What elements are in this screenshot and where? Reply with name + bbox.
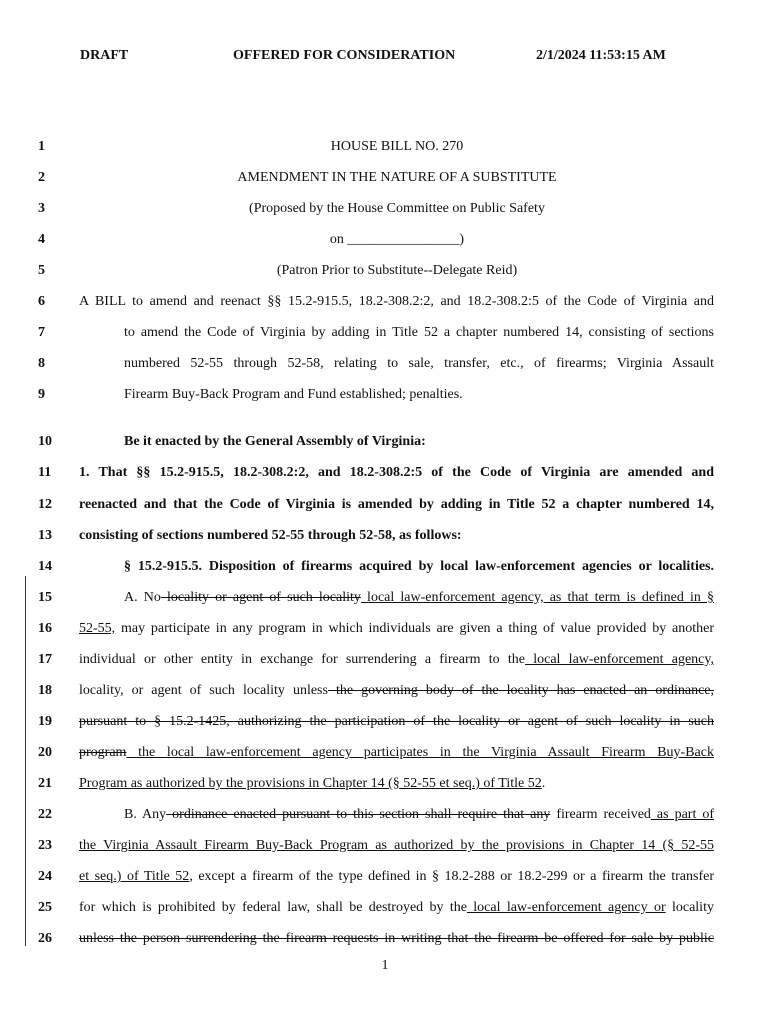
text-segment: AMENDMENT IN THE NATURE OF A SUBSTITUTE — [237, 170, 557, 185]
bill-line — [0, 803, 770, 827]
bill-line — [0, 228, 770, 252]
bill-line — [0, 927, 770, 951]
deleted-text: locality or agent of such locality — [160, 590, 361, 605]
line-number: 26 — [38, 931, 52, 946]
line-text — [79, 617, 714, 641]
text-segment: may participate in any program in which individuals are given a thing of value provided by another — [115, 621, 714, 636]
page-number: 1 — [381, 958, 389, 973]
line-number: 7 — [38, 325, 45, 340]
text-segment: (Patron Prior to Substitute--Delegate Reid) — [276, 263, 518, 278]
line-number: 1 — [38, 139, 45, 154]
line-text — [79, 710, 714, 734]
line-text — [124, 383, 714, 407]
text-segment: . — [541, 776, 546, 791]
deleted-text: pursuant to § 15.2-1425, authorizing the participation of the locality or agent of such locality in such — [79, 714, 714, 729]
bill-line — [0, 259, 770, 283]
bill-line — [0, 741, 770, 765]
deleted-text: the governing body of the locality has enacted an ordinance, — [327, 683, 715, 698]
bill-line — [0, 290, 770, 314]
text-segment: on ________________) — [329, 232, 465, 247]
text-segment: 1. That §§ 15.2-915.5, 18.2-308.2:2, and 18.2-308.2:5 of the Code of Virginia are amended and — [79, 465, 714, 480]
line-text — [79, 648, 714, 672]
text-segment: reenacted and that the Code of Virginia is amended by adding in Title 52 a chapter numbered 14, — [79, 497, 714, 512]
bill-line — [0, 383, 770, 407]
bill-line — [0, 524, 770, 548]
bill-line — [0, 679, 770, 703]
header-timestamp: 2/1/2024 11:53:15 AM — [536, 48, 666, 63]
line-text — [79, 741, 714, 765]
bill-line — [0, 430, 770, 454]
text-segment: Firearm Buy-Back Program and Fund established; penalties. — [124, 387, 463, 402]
inserted-text: the Virginia Assault Firearm Buy-Back Program as authorized by the provisions in Chapter 14 (§ 52-55 — [79, 838, 714, 853]
text-segment: § 15.2-915.5. Disposition of firearms acquired by local law-enforcement agencies or localities. — [124, 559, 714, 574]
text-segment: or agent of such locality unless — [123, 683, 328, 698]
line-text — [79, 834, 714, 858]
bill-line — [0, 166, 770, 190]
line-text — [79, 927, 714, 951]
bill-line — [0, 865, 770, 889]
text-segment: numbered 52-55 through 52-58, relating to sale, transfer, etc., of firearms; Virginia Assault — [124, 356, 714, 371]
bill-line — [0, 896, 770, 920]
line-number: 3 — [38, 201, 45, 216]
text-segment: A. No — [124, 590, 161, 605]
line-number: 10 — [38, 434, 52, 449]
bill-line — [0, 352, 770, 376]
line-text — [124, 803, 714, 827]
header-draft: DRAFT — [80, 48, 129, 63]
inserted-text: et seq.) of Title 52 — [79, 869, 190, 884]
line-text — [80, 135, 714, 159]
line-number: 18 — [38, 683, 52, 698]
line-number: 25 — [38, 900, 52, 915]
line-number: 20 — [38, 745, 52, 760]
line-text — [79, 524, 714, 548]
bill-line — [0, 586, 770, 610]
line-number: 21 — [38, 776, 52, 791]
bill-line — [0, 321, 770, 345]
line-text — [124, 586, 714, 610]
line-number: 24 — [38, 869, 52, 884]
line-text — [124, 430, 714, 454]
line-number: 2 — [38, 170, 45, 185]
line-number: 15 — [38, 590, 52, 605]
line-text — [79, 290, 714, 314]
inserted-text: , — [120, 683, 124, 698]
text-segment: , except a firearm of the type defined in § 18.2-288 or 18.2-299 or a firearm the transfer — [189, 869, 715, 884]
line-number: 11 — [38, 465, 52, 480]
header-offered: OFFERED FOR CONSIDERATION — [233, 48, 456, 63]
bill-line — [0, 197, 770, 221]
text-segment: A BILL to amend and reenact §§ 15.2-915.5, 18.2-308.2:2, and 18.2-308.2:5 of the Code of Virginia and — [79, 294, 714, 309]
text-segment: individual or other entity in exchange for surrendering a firearm to the — [79, 652, 525, 667]
deleted-text: program — [79, 745, 127, 760]
text-segment: (Proposed by the House Committee on Public Safety — [249, 201, 545, 216]
line-text — [80, 197, 714, 221]
line-text — [80, 166, 714, 190]
text-segment: locality — [79, 683, 121, 698]
bill-line — [0, 461, 770, 485]
bill-line — [0, 772, 770, 796]
line-number: 6 — [38, 294, 45, 309]
text-segment: B. Any — [124, 807, 167, 822]
text-segment: locality — [665, 900, 714, 915]
line-text — [124, 352, 714, 376]
text-segment: Be it enacted by the General Assembly of Virginia: — [124, 434, 426, 449]
inserted-text: Program as authorized by the provisions in Chapter 14 (§ 52-55 et seq.) of Title 52 — [79, 776, 542, 791]
line-text — [80, 228, 714, 252]
line-text — [79, 865, 714, 889]
bill-line — [0, 617, 770, 641]
line-text — [79, 772, 714, 796]
line-number: 8 — [38, 356, 45, 371]
line-text — [79, 896, 714, 920]
line-number: 13 — [38, 528, 52, 543]
line-number: 16 — [38, 621, 52, 636]
line-number: 5 — [38, 263, 45, 278]
text-segment: to amend the Code of Virginia by adding in Title 52 a chapter numbered 14, consisting of sections — [124, 325, 714, 340]
inserted-text: local law-enforcement agency, as that term is defined in § — [360, 590, 715, 605]
line-text — [124, 555, 714, 579]
inserted-text: the local law-enforcement agency participates in the Virginia Assault Firearm Buy-Back — [126, 745, 714, 760]
line-number: 4 — [38, 232, 45, 247]
text-segment: for which is prohibited by federal law, shall be destroyed by the — [79, 900, 467, 915]
deleted-text: ordinance enacted pursuant to this section shall require that any — [166, 807, 551, 822]
line-number: 19 — [38, 714, 52, 729]
bill-line — [0, 648, 770, 672]
line-number: 23 — [38, 838, 52, 853]
line-number: 14 — [38, 559, 52, 574]
line-number: 17 — [38, 652, 52, 667]
bill-line — [0, 834, 770, 858]
line-text — [79, 461, 714, 485]
inserted-text: 52-55, — [79, 621, 116, 636]
inserted-text: as part of — [650, 807, 714, 822]
text-segment: firearm received — [550, 807, 651, 822]
line-number: 22 — [38, 807, 52, 822]
text-segment: HOUSE BILL NO. 270 — [330, 139, 464, 154]
deleted-text: unless the person surrendering the firearm requests in writing that the firearm be offered for sale by public — [79, 931, 714, 946]
line-number: 12 — [38, 497, 52, 512]
inserted-text: local law-enforcement agency, — [524, 652, 714, 667]
line-text — [79, 679, 714, 703]
line-text — [124, 321, 714, 345]
bill-line — [0, 555, 770, 579]
line-text — [79, 493, 714, 517]
bill-line — [0, 710, 770, 734]
line-number: 9 — [38, 387, 45, 402]
text-segment: consisting of sections numbered 52-55 through 52-58, as follows: — [79, 528, 462, 543]
bill-line — [0, 135, 770, 159]
bill-line — [0, 493, 770, 517]
inserted-text: local law-enforcement agency or — [466, 900, 666, 915]
line-text — [80, 259, 714, 283]
